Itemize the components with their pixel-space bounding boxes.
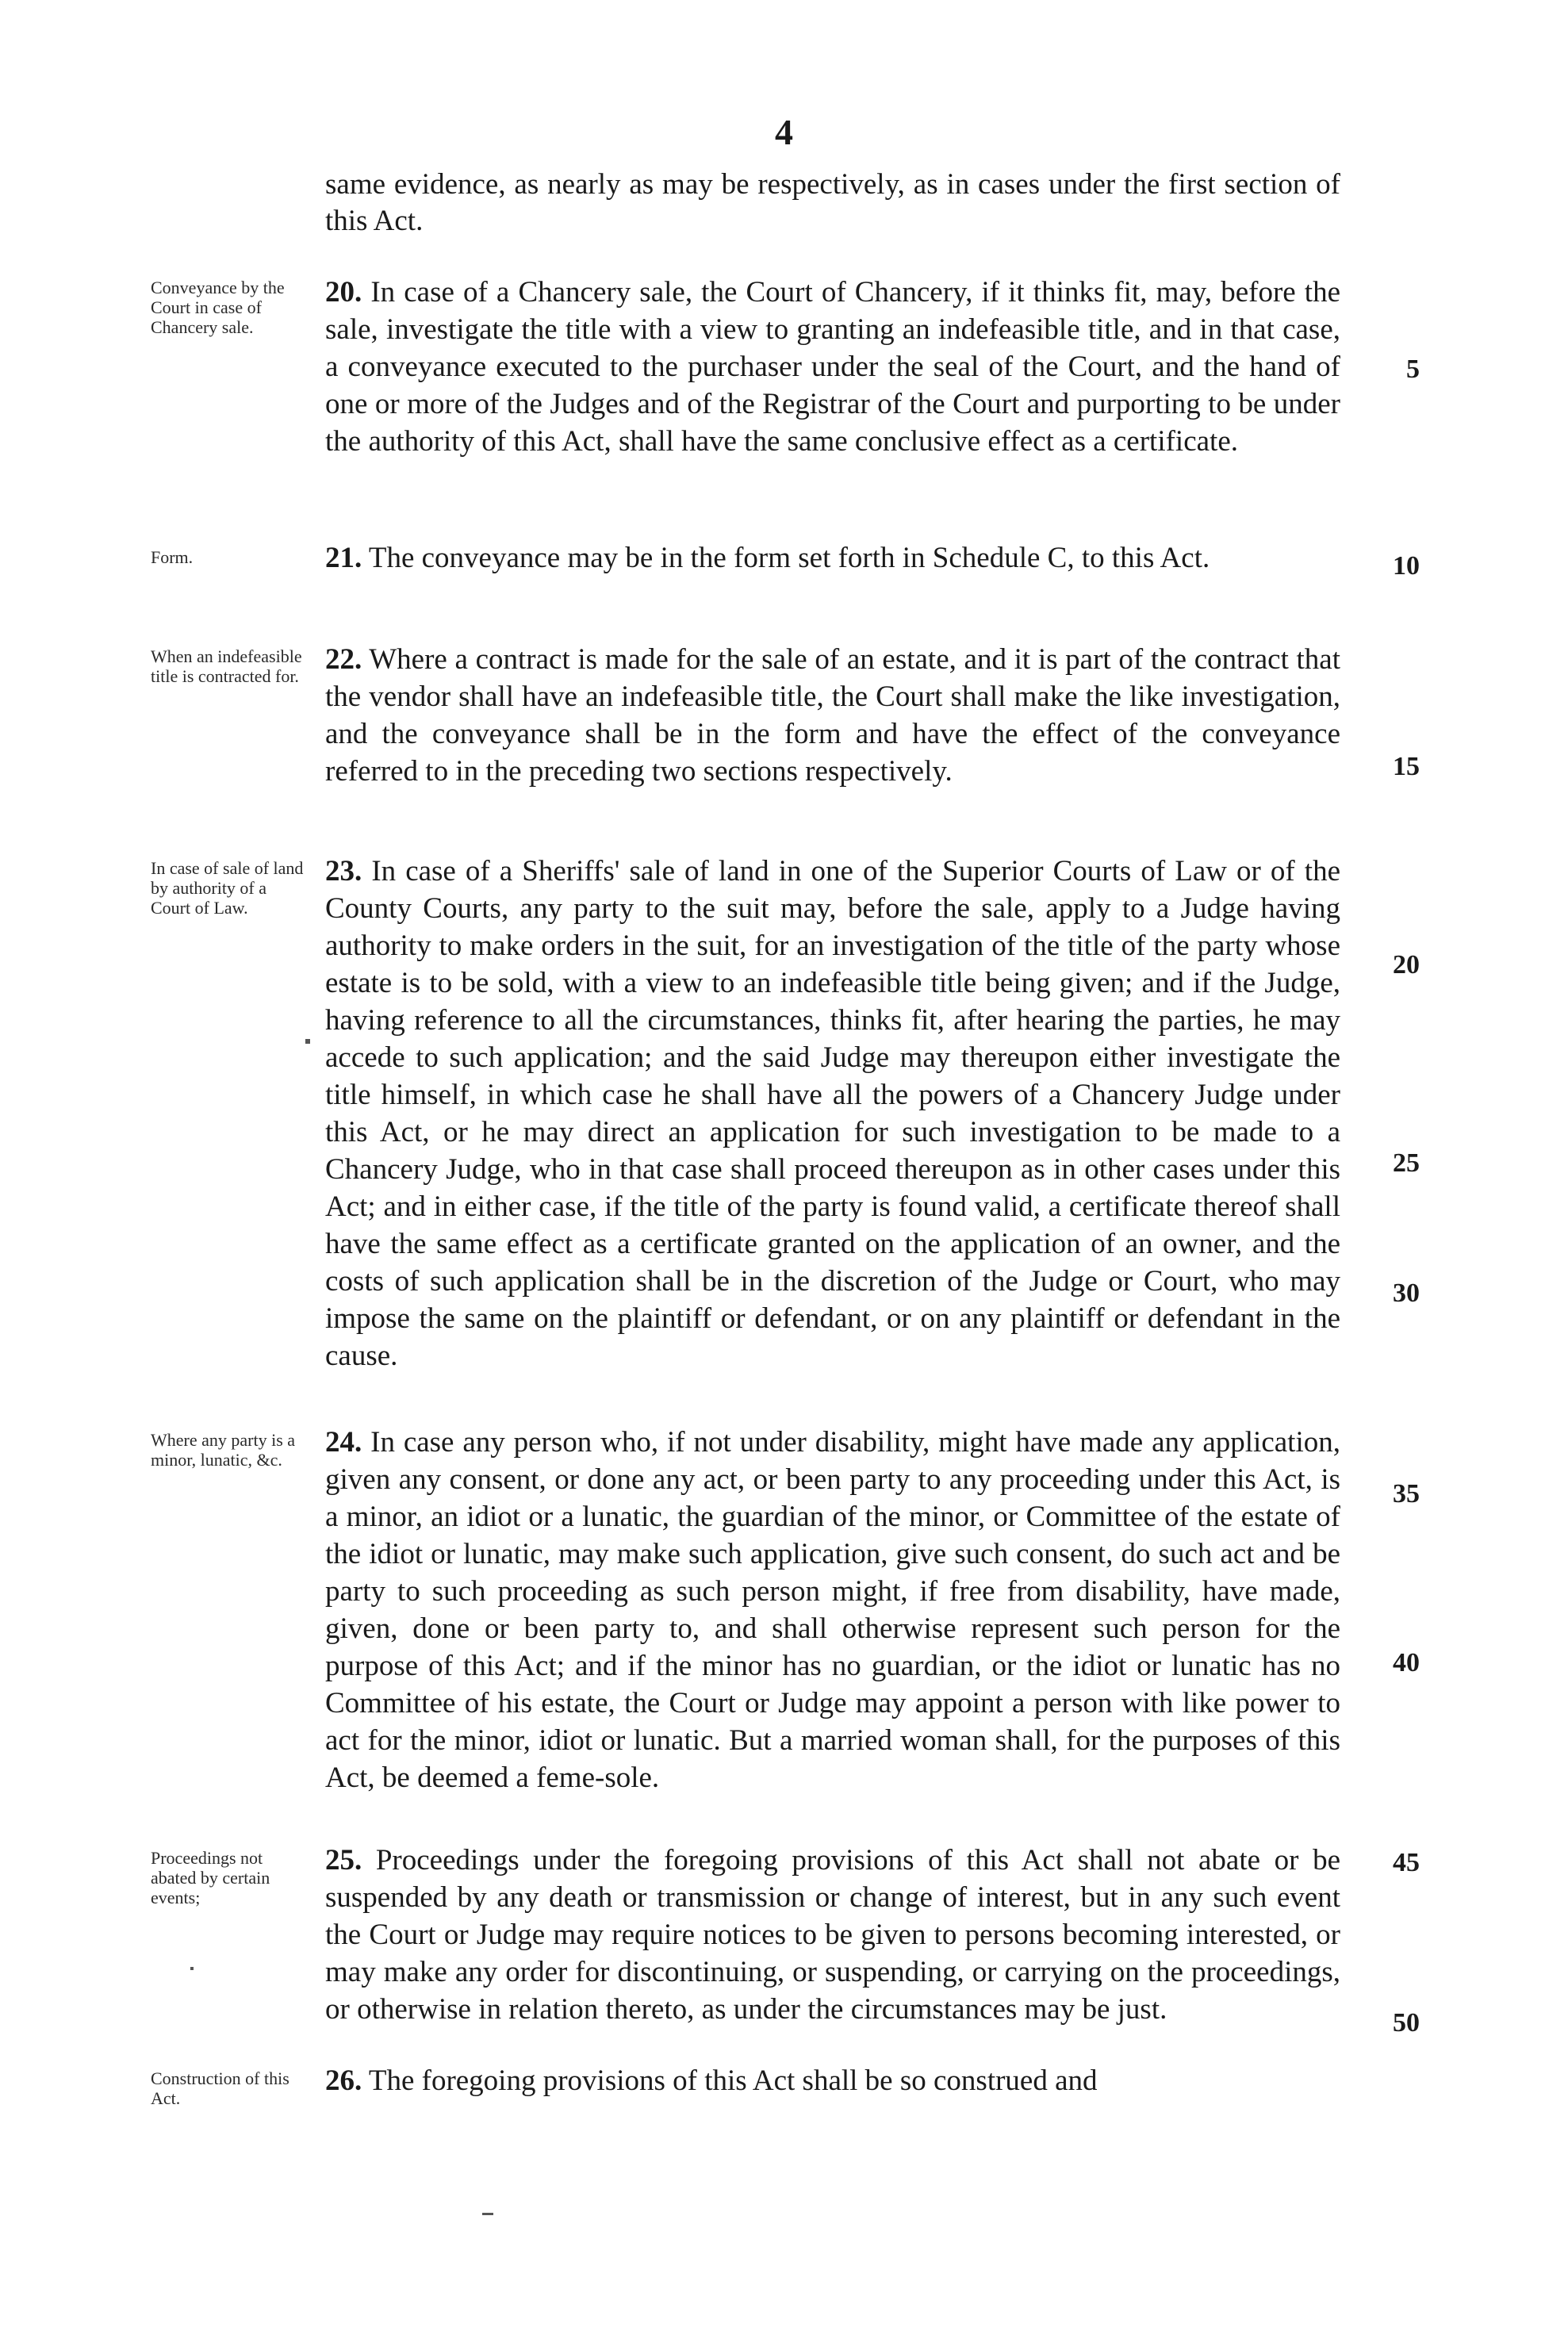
line-number: 30 (1393, 1279, 1420, 1308)
margin-note: Construction of this Act. (151, 2068, 289, 2108)
line-number: 45 (1393, 1848, 1420, 1877)
section-number: 24. (325, 1426, 362, 1459)
section-text (325, 853, 1340, 1374)
section-text (325, 1842, 1340, 2028)
section-body: Proceedings under the foregoing provisions of this Act shall not abate or be suspended by any death or transmission or change of interest, but in any such event the Court or Judge may require notices to be given to persons becoming interested, or may make any order for discontinuing, or suspending, or carrying on the proceedings, or otherwise in relation thereto, as under the circumstances may be just. (325, 1844, 1340, 2026)
section-text (325, 2062, 1340, 2099)
margin-note: In case of sale of land by authority of a Court of Law. (151, 858, 304, 918)
margin-note: When an indefeasible title is contracted for. (151, 646, 302, 686)
section-body: In case of a Sheriffs' sale of land in one of the Superior Courts of Law or of the County Courts, any party to the suit may, before the sale, apply to a Judge having authority to make orders in the suit, for an investigation of the title of the party whose estate is to be sold, with a view to an indefeasible title being given; and if the Judge, having reference to all the circumstances, thinks fit, after hearing the parties, he may accede to such application; and the said Judge may thereupon either investigate the title himself, in which case he shall have all the powers of a Chancery Judge under this Act, or he may direct an application for such investigation to be made to a Chancery Judge, who in that case shall proceed thereupon as in other cases under this Act; and in either case, if the title of the party is found valid, a certificate thereof shall have the same effect as a certificate granted on the application of an owner, and the costs of such application shall be in the discretion of the Judge or Court, who may impose the same on the plaintiff or defendant, or on any plaintiff or defendant in the cause. (325, 855, 1341, 1372)
section-text (325, 641, 1340, 790)
section-body: The conveyance may be in the form set forth in Schedule C, to this Act. (368, 542, 1210, 574)
margin-note: Proceedings not abated by certain events; (151, 1848, 270, 1907)
line-number: 20 (1393, 950, 1420, 979)
section-number: 25. (325, 1844, 362, 1877)
section-body: In case any person who, if not under disability, might have made any application, given any consent, or done any act, or been party to any proceeding under this Act, is a minor, an idiot or a lunatic, the guardian of the minor, or Committee of the estate of the idiot or lunatic, may make such application, give such consent, do such act and be party to such proceeding as such person might, if free from disability, have made, given, done or been party to, and shall otherwise represent such person for the purpose of this Act; and if the minor has no guardian, or the idiot or lunatic has no Committee of his estate, the Court or Judge may appoint a person with like power to act for the minor, idiot or lunatic. But a married woman shall, for the purposes of this Act, be deemed a feme-sole. (325, 1426, 1340, 1794)
line-number: 10 (1393, 551, 1420, 581)
section-body: The foregoing provisions of this Act shall be so construed and (368, 2064, 1098, 2097)
scan-speck (305, 1039, 310, 1044)
line-number: 15 (1393, 752, 1420, 781)
margin-note: Conveyance by the Court in case of Chancery sale. (151, 278, 285, 337)
section-number: 22. (325, 643, 362, 676)
section-number: 26. (325, 2064, 362, 2097)
section-body: Where a contract is made for the sale of an estate, and it is part of the contract that the vendor shall have an indefeasible title, the Court shall make the like investigation, and the conveyance shall be in the form and have the effect of the conveyance referred to in the preceding two sections respectively. (325, 643, 1340, 788)
section-body: In case of a Chancery sale, the Court of Chancery, if it thinks fit, may, before the sale, investigate the title with a view to granting an indefeasible title, and in that case, a conveyance executed to the purchaser under the seal of the Court, and the hand of one or more of the Judges and of the Registrar of the Court and purporting to be under the authority of this Act, shall have the same conclusive effect as a certificate. (325, 276, 1340, 458)
section-number: 20. (325, 276, 362, 309)
intro-paragraph: same evidence, as nearly as may be respectively, as in cases under the first section of this Act. (325, 168, 1340, 237)
margin-note: Where any party is a minor, lunatic, &c. (151, 1430, 296, 1470)
line-number: 50 (1393, 2008, 1420, 2038)
page-number: 4 (775, 112, 793, 152)
section-text (325, 539, 1340, 577)
section-text (325, 1424, 1340, 1796)
section-text (325, 274, 1340, 460)
line-number: 40 (1393, 1648, 1420, 1677)
margin-note: Form. (151, 547, 194, 567)
line-number: 25 (1393, 1148, 1420, 1178)
scan-speck (190, 1967, 194, 1970)
line-number: 5 (1406, 355, 1420, 384)
line-number: 35 (1393, 1479, 1420, 1509)
scan-speck (482, 2213, 493, 2215)
section-number: 23. (325, 855, 362, 887)
section-number: 21. (325, 542, 362, 574)
